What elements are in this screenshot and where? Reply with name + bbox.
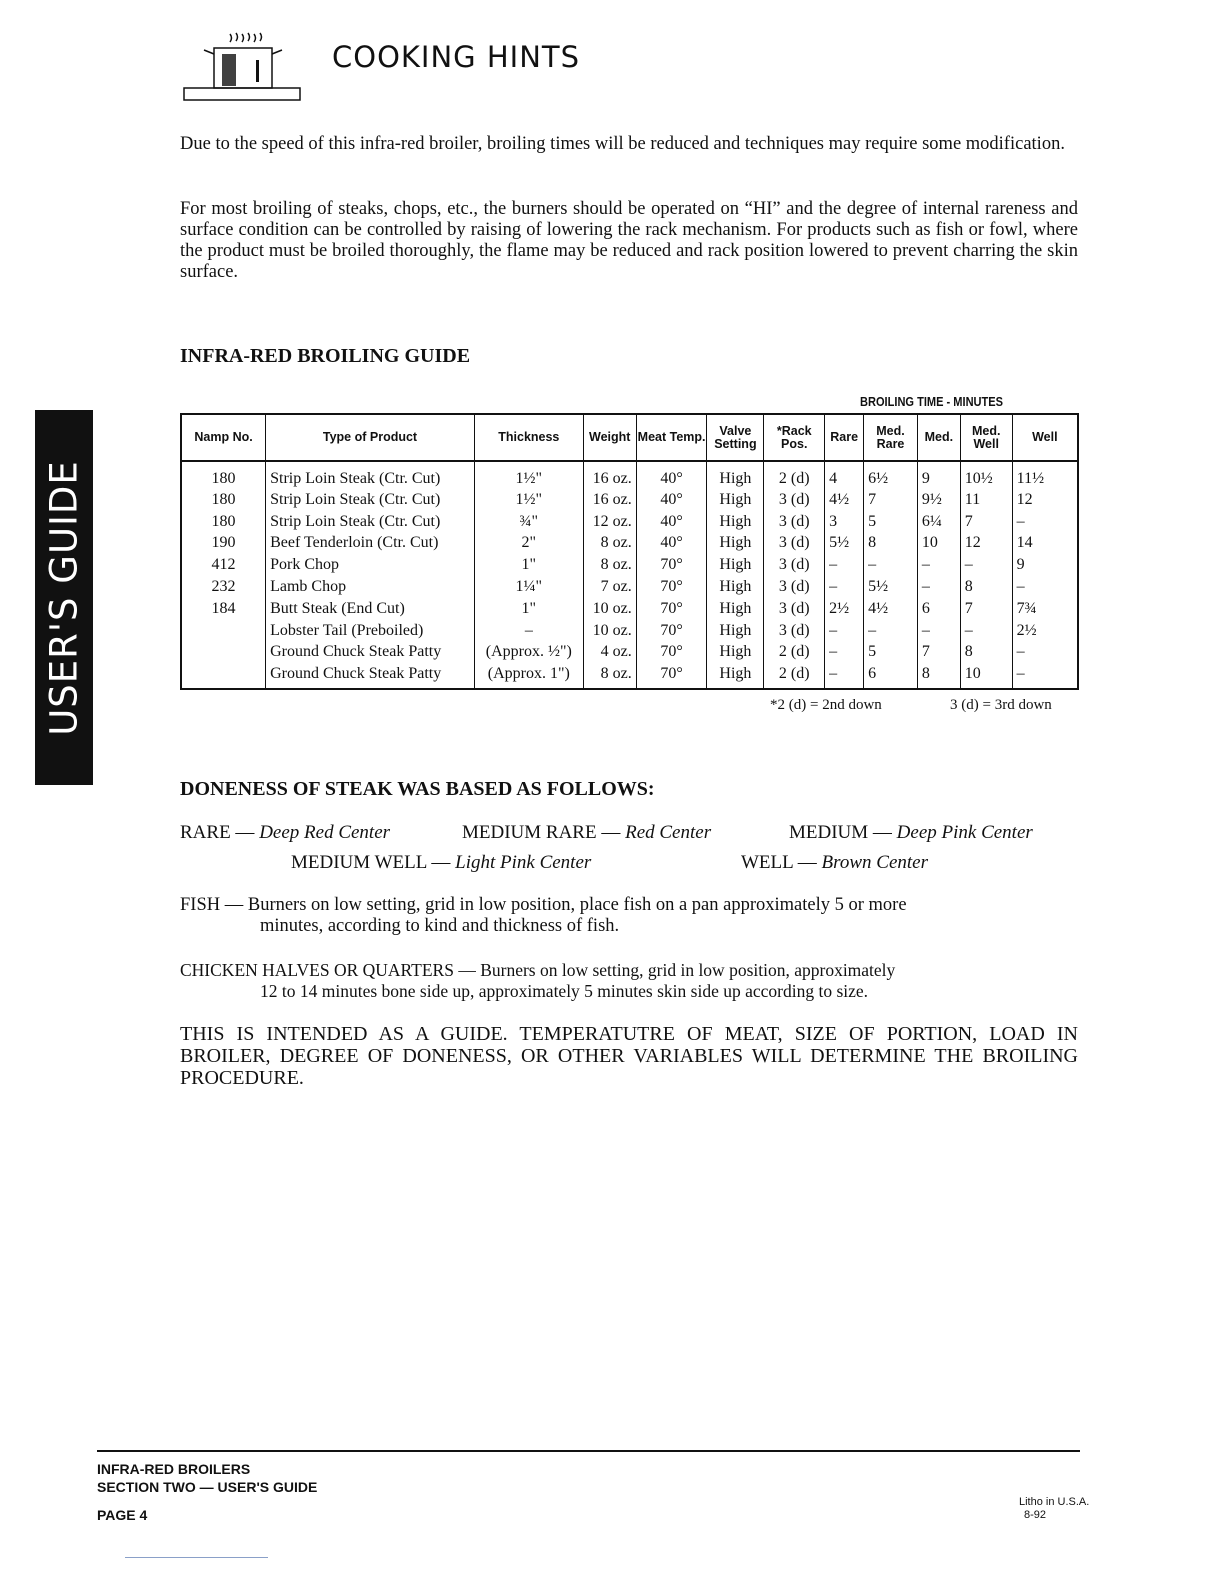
table-cell: 8 oz. xyxy=(583,554,636,576)
page-title: COOKING HINTS xyxy=(332,40,581,74)
table-row xyxy=(181,554,1078,576)
table-cell: Lobster Tail (Preboiled) xyxy=(266,620,475,642)
table-cell: 4 oz. xyxy=(583,642,636,664)
table-cell: 9 xyxy=(917,461,960,489)
footer-section: SECTION TWO — USER'S GUIDE xyxy=(97,1479,318,1495)
table-cell: 3 (d) xyxy=(764,533,825,555)
table-row xyxy=(181,511,1078,533)
disclaimer: THIS IS INTENDED AS A GUIDE. TEMPERATUTRE OF MEAT, SIZE OF PORTION, LOAD IN BROILER, DEGREE OF DONENESS, OR OTHER VARIABLES WILL DETERMINE THE BROILING PROCEDURE. xyxy=(180,1023,1078,1089)
footer-divider xyxy=(97,1450,1080,1452)
footer-title: INFRA-RED BROILERS xyxy=(97,1461,251,1477)
table-cell: – xyxy=(917,620,960,642)
table-cell: 180 xyxy=(181,511,266,533)
table-cell: 12 xyxy=(960,533,1012,555)
table-row xyxy=(181,663,1078,689)
table-cell: 1¼" xyxy=(474,576,583,598)
table-cell: 12 oz. xyxy=(583,511,636,533)
table-cell: Strip Loin Steak (Ctr. Cut) xyxy=(266,511,475,533)
table-cell: 1" xyxy=(474,554,583,576)
table-cell: 232 xyxy=(181,576,266,598)
table-cell: 3 (d) xyxy=(764,489,825,511)
table-cell: 70° xyxy=(636,642,707,664)
table-cell: 4½ xyxy=(825,489,864,511)
column-header: Meat Temp. xyxy=(636,414,707,461)
table-cell: 10 xyxy=(960,663,1012,689)
table-row xyxy=(181,620,1078,642)
table-cell: Strip Loin Steak (Ctr. Cut) xyxy=(266,489,475,511)
table-cell: 7 xyxy=(960,598,1012,620)
table-cell: 3 (d) xyxy=(764,554,825,576)
table-cell: High xyxy=(707,642,764,664)
table-cell: – xyxy=(917,554,960,576)
table-cell: 8 xyxy=(864,533,918,555)
table-cell: 40° xyxy=(636,533,707,555)
table-cell: 11 xyxy=(960,489,1012,511)
table-cell: 5 xyxy=(864,642,918,664)
table-cell: 7 xyxy=(917,642,960,664)
table-cell: Ground Chuck Steak Patty xyxy=(266,663,475,689)
table-cell: 40° xyxy=(636,461,707,489)
table-row xyxy=(181,461,1078,489)
side-tab-label: USER'S GUIDE xyxy=(42,459,86,736)
table-cell: 7 oz. xyxy=(583,576,636,598)
table-cell: 70° xyxy=(636,576,707,598)
table-cell: Butt Steak (End Cut) xyxy=(266,598,475,620)
table-cell: 3 (d) xyxy=(764,598,825,620)
table-cell: – xyxy=(864,620,918,642)
chicken-instructions: CHICKEN HALVES OR QUARTERS — Burners on low setting, grid in low position, approximately 12 to 14 minutes bone side up, approximately 5 minutes skin side up according to size. xyxy=(180,960,896,1001)
table-cell: 16 oz. xyxy=(583,461,636,489)
table-cell: High xyxy=(707,533,764,555)
doneness-well: WELL — Brown Center xyxy=(741,852,928,873)
table-cell: – xyxy=(960,620,1012,642)
table-cell: 180 xyxy=(181,461,266,489)
table-cell: – xyxy=(825,642,864,664)
table-cell: 1½" xyxy=(474,489,583,511)
litho-label: Litho in U.S.A. xyxy=(1019,1496,1090,1508)
cooking-pot-icon xyxy=(182,30,304,102)
table-cell: 5½ xyxy=(825,533,864,555)
table-cell: 9 xyxy=(1012,554,1078,576)
table-cell: 5 xyxy=(864,511,918,533)
doneness-medium-well: MEDIUM WELL — Light Pink Center xyxy=(291,852,592,873)
table-cell: 2 (d) xyxy=(764,461,825,489)
doneness-rare: RARE — Deep Red Center xyxy=(180,822,391,843)
doneness-medium: MEDIUM — Deep Pink Center xyxy=(789,822,1033,843)
table-cell: – xyxy=(825,576,864,598)
table-cell: 40° xyxy=(636,511,707,533)
table-cell: Beef Tenderloin (Ctr. Cut) xyxy=(266,533,475,555)
table-cell: – xyxy=(1012,576,1078,598)
table-row xyxy=(181,576,1078,598)
side-tab xyxy=(35,410,93,785)
table-cell: 3 (d) xyxy=(764,511,825,533)
print-date: 8-92 xyxy=(1024,1509,1047,1521)
intro-paragraph-2: For most broiling of steaks, chops, etc., the burners should be operated on “HI” and the degree of internal rareness and surface condition can be controlled by raising of lowering the rack mechanism. For products such as fish or fowl, where the product must be broiled thoroughly, the flame may be reduced and rack position lowered to prevent charring the skin surface. xyxy=(180,199,1078,282)
column-header: Rare xyxy=(825,414,864,461)
table-cell: 7 xyxy=(864,489,918,511)
column-header: Thickness xyxy=(474,414,583,461)
table-cell: 14 xyxy=(1012,533,1078,555)
table-cell: High xyxy=(707,511,764,533)
column-header: Namp No. xyxy=(181,414,266,461)
table-cell: High xyxy=(707,489,764,511)
table-cell: 3 (d) xyxy=(764,576,825,598)
table-cell: 180 xyxy=(181,489,266,511)
table-cell: 1½" xyxy=(474,461,583,489)
table-cell: – xyxy=(917,576,960,598)
table-cell: 70° xyxy=(636,620,707,642)
table-cell: Ground Chuck Steak Patty xyxy=(266,642,475,664)
table-cell: 8 oz. xyxy=(583,663,636,689)
table-cell: 10½ xyxy=(960,461,1012,489)
column-header: Med. Rare xyxy=(864,414,918,461)
table-cell: 11½ xyxy=(1012,461,1078,489)
table-cell: High xyxy=(707,461,764,489)
table-cell: 70° xyxy=(636,554,707,576)
table-row xyxy=(181,598,1078,620)
table-cell: 190 xyxy=(181,533,266,555)
table-cell: 9½ xyxy=(917,489,960,511)
column-header: Med. Well xyxy=(960,414,1012,461)
table-cell: High xyxy=(707,576,764,598)
table-cell: 8 xyxy=(917,663,960,689)
table-cell: High xyxy=(707,598,764,620)
table-cell: 3 xyxy=(825,511,864,533)
table-cell: – xyxy=(960,554,1012,576)
table-cell: 12 xyxy=(1012,489,1078,511)
broiling-guide-table xyxy=(180,413,1079,690)
doneness-heading: DONENESS OF STEAK WAS BASED AS FOLLOWS: xyxy=(180,778,655,800)
table-cell: 184 xyxy=(181,598,266,620)
page-number: PAGE 4 xyxy=(97,1507,148,1523)
table-cell: (Approx. 1") xyxy=(474,663,583,689)
table-cell: 8 xyxy=(960,642,1012,664)
table-cell: 16 oz. xyxy=(583,489,636,511)
table-cell: – xyxy=(825,663,864,689)
table-cell: 6 xyxy=(864,663,918,689)
table-cell: – xyxy=(864,554,918,576)
table-cell: High xyxy=(707,663,764,689)
broiling-time-label: BROILING TIME - MINUTES xyxy=(860,394,1004,409)
table-cell: 2½ xyxy=(1012,620,1078,642)
footnote-rack-2: *2 (d) = 2nd down xyxy=(770,697,882,713)
guide-heading: INFRA-RED BROILING GUIDE xyxy=(180,345,471,367)
column-header: Med. xyxy=(917,414,960,461)
column-header: Well xyxy=(1012,414,1078,461)
column-header: Type of Product xyxy=(266,414,475,461)
table-row xyxy=(181,489,1078,511)
table-cell: – xyxy=(825,620,864,642)
column-header: Weight xyxy=(583,414,636,461)
doneness-medium-rare: MEDIUM RARE — Red Center xyxy=(462,822,712,843)
table-cell: – xyxy=(474,620,583,642)
table-cell: 2 (d) xyxy=(764,663,825,689)
table-cell: 1" xyxy=(474,598,583,620)
table-cell: 7 xyxy=(960,511,1012,533)
footnote-rack-3: 3 (d) = 3rd down xyxy=(950,697,1052,713)
table-cell: 5½ xyxy=(864,576,918,598)
column-header: Valve Setting xyxy=(707,414,764,461)
table-cell: 8 xyxy=(960,576,1012,598)
table-cell: Strip Loin Steak (Ctr. Cut) xyxy=(266,461,475,489)
table-cell: 2 (d) xyxy=(764,642,825,664)
table-cell: 2" xyxy=(474,533,583,555)
table-cell: 70° xyxy=(636,663,707,689)
table-cell: 8 oz. xyxy=(583,533,636,555)
fish-instructions: FISH — Burners on low setting, grid in low position, place fish on a pan approximately 5 or more minutes, according to kind and thickness of fish. xyxy=(180,895,907,936)
table-cell: 4 xyxy=(825,461,864,489)
scan-line xyxy=(125,1557,268,1558)
table-cell xyxy=(181,642,266,664)
table-cell: ¾" xyxy=(474,511,583,533)
table-cell: Pork Chop xyxy=(266,554,475,576)
table-cell: Lamb Chop xyxy=(266,576,475,598)
table-cell: 4½ xyxy=(864,598,918,620)
table-cell: – xyxy=(1012,663,1078,689)
table-cell: 3 (d) xyxy=(764,620,825,642)
table-cell: 70° xyxy=(636,598,707,620)
intro-paragraph-1: Due to the speed of this infra-red broiler, broiling times will be reduced and techniques may require some modification. xyxy=(180,134,1065,154)
table-cell xyxy=(181,663,266,689)
column-header: *Rack Pos. xyxy=(764,414,825,461)
table-cell: 10 oz. xyxy=(583,598,636,620)
table-cell: 10 xyxy=(917,533,960,555)
table-cell: 2½ xyxy=(825,598,864,620)
table-cell: 10 oz. xyxy=(583,620,636,642)
table-cell: 6½ xyxy=(864,461,918,489)
table-cell: (Approx. ½") xyxy=(474,642,583,664)
table-row xyxy=(181,642,1078,664)
table-cell: 6 xyxy=(917,598,960,620)
table-cell: – xyxy=(1012,642,1078,664)
table-cell: 412 xyxy=(181,554,266,576)
table-cell: 40° xyxy=(636,489,707,511)
table-cell: 6¼ xyxy=(917,511,960,533)
table-row xyxy=(181,533,1078,555)
table-cell: 7¾ xyxy=(1012,598,1078,620)
table-cell: High xyxy=(707,620,764,642)
table-cell xyxy=(181,620,266,642)
table-cell: High xyxy=(707,554,764,576)
table-cell: – xyxy=(1012,511,1078,533)
table-cell: – xyxy=(825,554,864,576)
